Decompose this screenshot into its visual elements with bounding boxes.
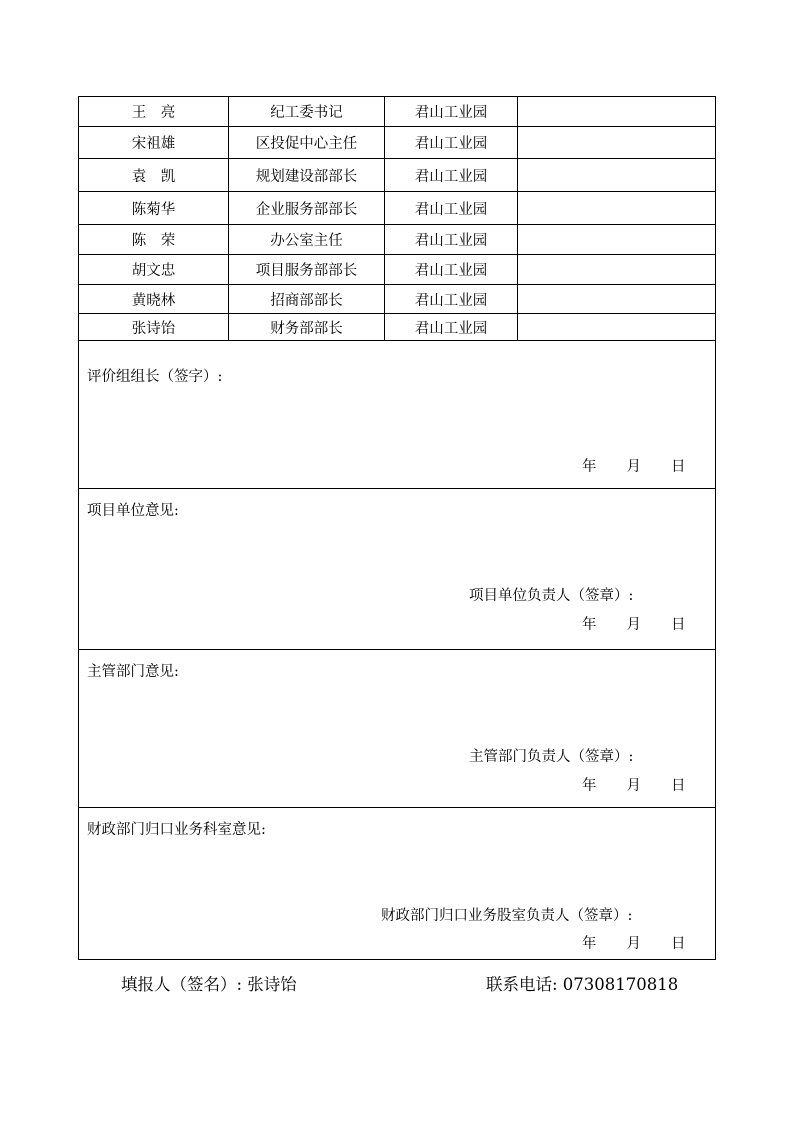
member-name-cell: 陈 荣 bbox=[131, 233, 176, 249]
member-name-cell: 宋祖雄 bbox=[131, 136, 176, 152]
member-signature-cell bbox=[518, 255, 715, 284]
member-signature-cell bbox=[518, 127, 715, 158]
year-label: 年 bbox=[582, 778, 597, 794]
member-position-cell: 纪工委书记 bbox=[270, 105, 343, 121]
finance-dept-signer: 财政部门归口业务股室负责人（签章）: bbox=[381, 908, 633, 924]
project-unit-signer: 项目单位负责人（签章）: bbox=[469, 588, 634, 604]
column-divider bbox=[517, 97, 518, 341]
member-name-cell: 王 亮 bbox=[131, 105, 176, 121]
member-name-cell: 胡文忠 bbox=[131, 263, 176, 279]
member-name-cell: 陈菊华 bbox=[131, 201, 176, 218]
month-label: 月 bbox=[626, 778, 641, 794]
column-divider bbox=[228, 97, 229, 341]
member-unit-cell: 君山工业园 bbox=[414, 168, 488, 185]
column-divider bbox=[384, 97, 385, 341]
member-unit-cell: 君山工业园 bbox=[414, 263, 488, 279]
finance-dept-label: 财政部门归口业务科室意见: bbox=[87, 822, 266, 838]
member-signature-cell bbox=[518, 285, 715, 313]
member-signature-cell bbox=[518, 97, 715, 126]
member-unit-cell: 君山工业园 bbox=[414, 136, 488, 152]
day-label: 日 bbox=[671, 459, 686, 475]
leader-signature-section bbox=[79, 341, 715, 489]
competent-dept-label: 主管部门意见: bbox=[87, 664, 179, 680]
day-label: 日 bbox=[671, 617, 686, 633]
table-row bbox=[79, 127, 715, 159]
member-signature-cell bbox=[518, 159, 715, 191]
member-signature-cell bbox=[518, 225, 715, 254]
member-unit-cell: 君山工业园 bbox=[414, 105, 488, 121]
month-label: 月 bbox=[626, 459, 641, 475]
table-row bbox=[79, 314, 715, 341]
member-position-cell: 规划建设部部长 bbox=[255, 168, 358, 185]
member-unit-cell: 君山工业园 bbox=[414, 201, 488, 218]
member-unit-cell: 君山工业园 bbox=[414, 292, 488, 309]
table-row bbox=[79, 159, 715, 192]
year-label: 年 bbox=[582, 459, 597, 475]
leader-date bbox=[582, 455, 686, 476]
filler-signature: 填报人（签名）: 张诗饴 bbox=[121, 975, 297, 994]
contact-phone: 联系电话: 07308170818 bbox=[486, 975, 679, 994]
member-position-cell: 招商部部长 bbox=[270, 292, 343, 309]
member-unit-cell: 君山工业园 bbox=[414, 320, 488, 337]
finance-dept-date bbox=[582, 932, 686, 953]
finance-dept-section bbox=[79, 808, 715, 959]
member-signature-cell bbox=[518, 192, 715, 224]
member-position-cell: 办公室主任 bbox=[270, 233, 343, 249]
project-unit-label: 项目单位意见: bbox=[87, 503, 179, 519]
member-signature-cell bbox=[518, 314, 715, 340]
month-label: 月 bbox=[626, 617, 641, 633]
leader-label: 评价组组长（签字）: bbox=[87, 369, 223, 385]
year-label: 年 bbox=[582, 936, 597, 952]
member-name-cell: 黄晓林 bbox=[131, 292, 176, 309]
member-name-cell: 张诗饴 bbox=[131, 320, 176, 337]
table-row bbox=[79, 225, 715, 255]
year-label: 年 bbox=[582, 617, 597, 633]
competent-dept-section bbox=[79, 650, 715, 808]
table-row bbox=[79, 285, 715, 314]
project-unit-date bbox=[582, 613, 686, 634]
project-unit-section bbox=[79, 489, 715, 650]
table-row bbox=[79, 192, 715, 225]
evaluation-form-table bbox=[78, 96, 716, 960]
table-row bbox=[79, 97, 715, 127]
member-position-cell: 项目服务部部长 bbox=[255, 263, 358, 279]
member-name-cell: 袁 凯 bbox=[131, 168, 176, 185]
member-position-cell: 财务部部长 bbox=[270, 320, 343, 337]
member-unit-cell: 君山工业园 bbox=[414, 233, 488, 249]
day-label: 日 bbox=[671, 778, 686, 794]
member-position-cell: 企业服务部部长 bbox=[255, 201, 358, 218]
competent-dept-date bbox=[582, 774, 686, 795]
competent-dept-signer: 主管部门负责人（签章）: bbox=[469, 749, 634, 765]
member-position-cell: 区投促中心主任 bbox=[255, 136, 358, 152]
day-label: 日 bbox=[671, 936, 686, 952]
table-row bbox=[79, 255, 715, 285]
month-label: 月 bbox=[626, 936, 641, 952]
